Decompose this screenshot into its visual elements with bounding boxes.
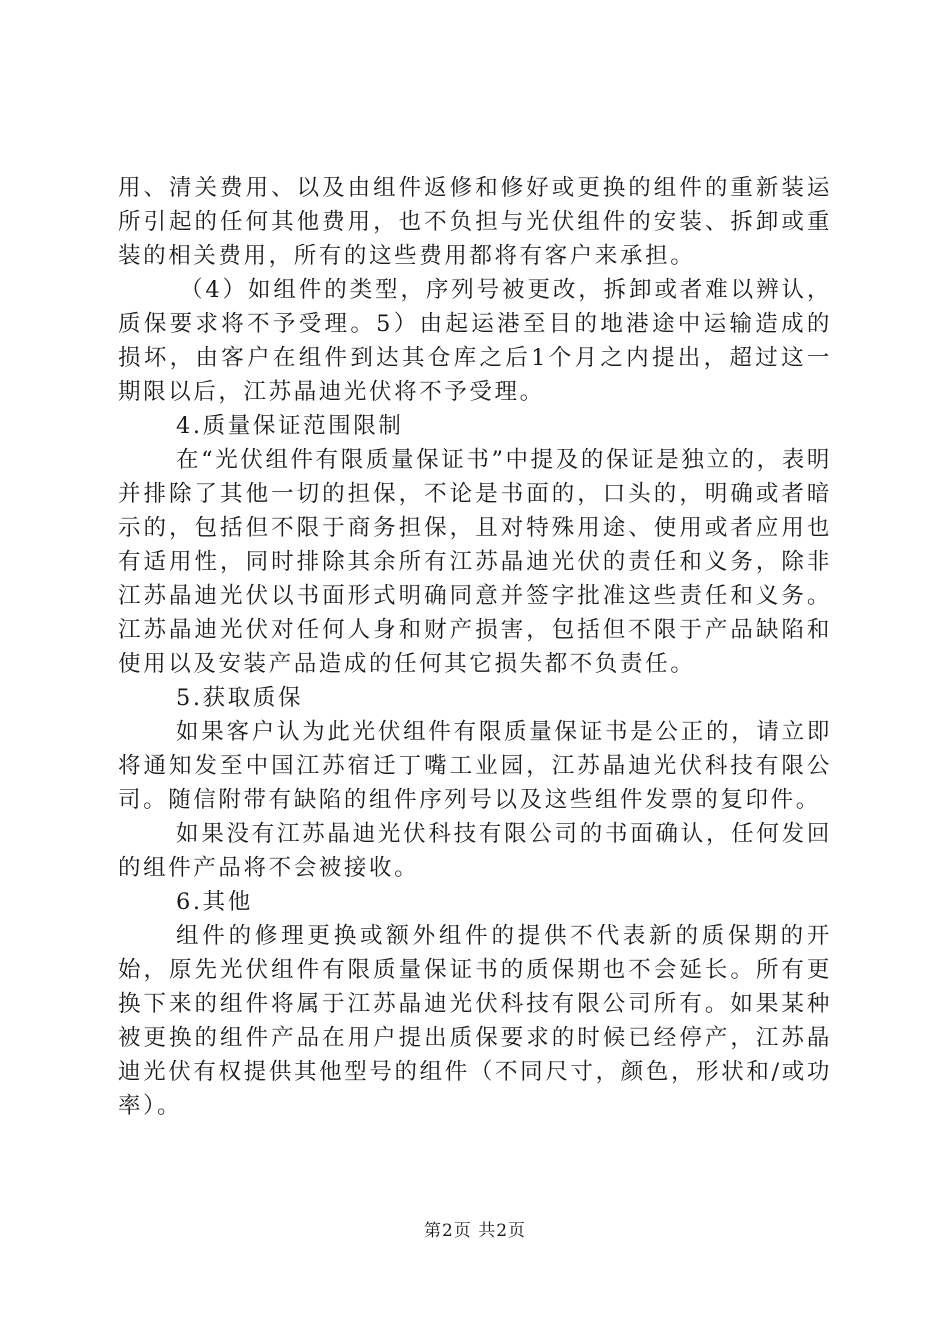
section-heading-obtain-warranty: 5.获取质保: [176, 685, 304, 711]
page-footer: [0, 1216, 950, 1241]
paragraph-written-confirmation: 如果没有江苏晶迪光伏科技有限公司的书面确认，任何发回的组件产品将不会被接收。: [118, 821, 832, 881]
document-body: [118, 171, 832, 1123]
paragraph-limitations: 在“光伏组件有限质量保证书”中提及的保证是独立的，表明并排除了其他一切的担保，不论是书面的，口头的，明确或者暗示的，包括但不限于商务担保，且对特殊用途、使用或者应用也有适用性，同时排除其余所有江苏晶迪光伏的责任和义务，除非江苏晶迪光伏以书面形式明确同意并签字批准这些责任和义务。江苏晶迪光伏对任何人身和财产损害，包括但不限于产品缺陷和使用以及安装产品造成的任何其它损失都不负责任。: [118, 447, 832, 677]
paragraph-other: 组件的修理更换或额外组件的提供不代表新的质保期的开始，原先光伏组件有限质量保证书的质保期也不会延长。所有更换下来的组件将属于江苏晶迪光伏科技有限公司所有。如果某种被更换的组件产品在用户提出质保要求的时候已经停产，江苏晶迪光伏有权提供其他型号的组件（不同尺寸，颜色，形状和/或功率）。: [118, 923, 832, 1119]
section-heading-limitations: 4.质量保证范围限制: [176, 413, 404, 439]
page-number-label: 第2页 共2页: [423, 1221, 527, 1241]
paragraph-obtain-warranty: 如果客户认为此光伏组件有限质量保证书是公正的，请立即将通知发至中国江苏宿迁丁嘴工业园，江苏晶迪光伏科技有限公司。随信附带有缺陷的组件序列号以及这些组件发票的复印件。: [118, 719, 832, 813]
section-heading-other: 6.其他: [176, 889, 253, 915]
paragraph-continued-fees: 用、清关费用、以及由组件返修和修好或更换的组件的重新装运所引起的任何其他费用，也不负担与光伏组件的安装、拆卸或重装的相关费用，所有的这些费用都将有客户来承担。: [118, 175, 832, 269]
paragraph-warranty-exclusions: （4）如组件的类型，序列号被更改，拆卸或者难以辨认，质保要求将不予受理。5）由起运港至目的地港途中运输造成的损坏，由客户在组件到达其仓库之后1个月之内提出，超过这一期限以后，江苏晶迪光伏将不予受理。: [118, 277, 832, 405]
